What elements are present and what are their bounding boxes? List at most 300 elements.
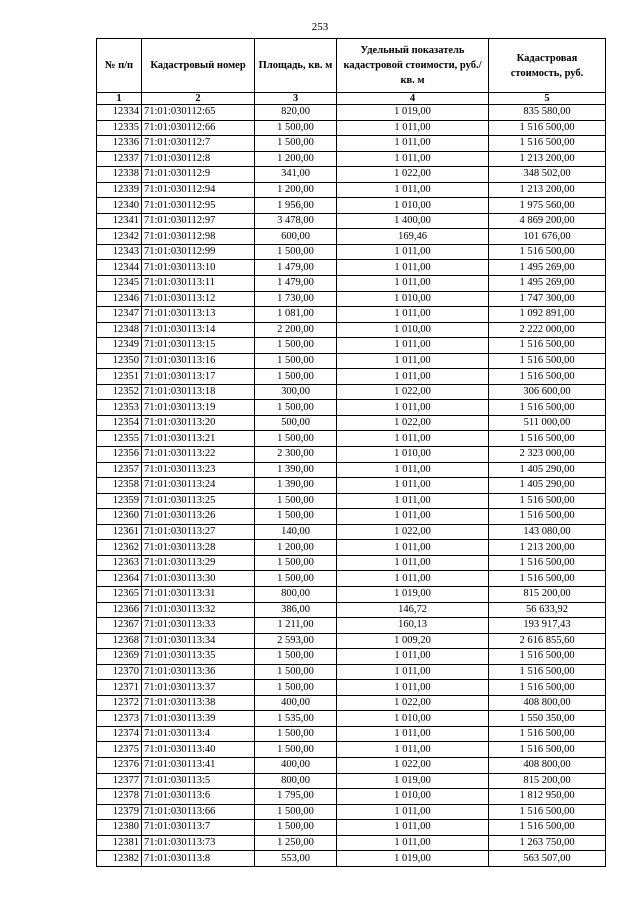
cell-specific-value: 1 022,00 — [337, 384, 489, 400]
cell-area: 1 500,00 — [255, 431, 337, 447]
cell-cadastral-number: 71:01:030112:7 — [142, 136, 255, 152]
table-row — [97, 369, 606, 385]
table-row — [97, 229, 606, 245]
cell-cadastral-cost: 1 213 200,00 — [489, 151, 606, 167]
cell-row-number: 12381 — [97, 835, 142, 851]
cell-row-number: 12353 — [97, 400, 142, 416]
cell-specific-value: 1 011,00 — [337, 804, 489, 820]
cell-cadastral-cost: 1 516 500,00 — [489, 120, 606, 136]
cell-specific-value: 160,13 — [337, 618, 489, 634]
cell-specific-value: 1 022,00 — [337, 757, 489, 773]
table-row — [97, 509, 606, 525]
cell-area: 553,00 — [255, 851, 337, 867]
cell-cadastral-number: 71:01:030113:66 — [142, 804, 255, 820]
cell-area: 1 500,00 — [255, 664, 337, 680]
cell-row-number: 12375 — [97, 742, 142, 758]
cell-specific-value: 1 010,00 — [337, 789, 489, 805]
cell-cadastral-number: 71:01:030113:30 — [142, 571, 255, 587]
cell-row-number: 12374 — [97, 726, 142, 742]
cell-area: 1 500,00 — [255, 742, 337, 758]
cell-specific-value: 1 011,00 — [337, 478, 489, 494]
cell-area: 2 200,00 — [255, 322, 337, 338]
cell-cadastral-number: 71:01:030113:22 — [142, 447, 255, 463]
cell-specific-value: 1 011,00 — [337, 540, 489, 556]
cell-area: 1 500,00 — [255, 369, 337, 385]
cell-cadastral-cost: 1 516 500,00 — [489, 555, 606, 571]
table-row — [97, 338, 606, 354]
cell-area: 400,00 — [255, 757, 337, 773]
cell-row-number: 12356 — [97, 447, 142, 463]
cell-cadastral-cost: 1 495 269,00 — [489, 276, 606, 292]
cell-area: 1 500,00 — [255, 820, 337, 836]
cell-cadastral-cost: 1 516 500,00 — [489, 509, 606, 525]
table-row — [97, 571, 606, 587]
cell-specific-value: 1 011,00 — [337, 742, 489, 758]
cell-row-number: 12344 — [97, 260, 142, 276]
cell-specific-value: 1 011,00 — [337, 431, 489, 447]
cell-specific-value: 1 011,00 — [337, 182, 489, 198]
cell-specific-value: 1 011,00 — [337, 835, 489, 851]
cell-cadastral-number: 71:01:030113:6 — [142, 789, 255, 805]
table-row — [97, 680, 606, 696]
cell-cadastral-cost: 1 516 500,00 — [489, 820, 606, 836]
table-row — [97, 120, 606, 136]
cell-cadastral-cost: 101 676,00 — [489, 229, 606, 245]
cell-cadastral-cost: 1 263 750,00 — [489, 835, 606, 851]
cell-row-number: 12340 — [97, 198, 142, 214]
cell-row-number: 12357 — [97, 462, 142, 478]
table-row — [97, 151, 606, 167]
cell-specific-value: 1 011,00 — [337, 649, 489, 665]
table-row — [97, 618, 606, 634]
cell-cadastral-cost: 4 869 200,00 — [489, 213, 606, 229]
cell-cadastral-cost: 1 516 500,00 — [489, 649, 606, 665]
cell-area: 1 500,00 — [255, 136, 337, 152]
cell-area: 820,00 — [255, 105, 337, 121]
cell-row-number: 12334 — [97, 105, 142, 121]
cell-row-number: 12379 — [97, 804, 142, 820]
table-body — [97, 105, 606, 867]
cell-row-number: 12359 — [97, 493, 142, 509]
cell-row-number: 12339 — [97, 182, 142, 198]
column-number: 1 — [97, 93, 142, 105]
cell-area: 1 200,00 — [255, 151, 337, 167]
cell-specific-value: 1 011,00 — [337, 493, 489, 509]
cell-cadastral-cost: 1 516 500,00 — [489, 493, 606, 509]
cell-row-number: 12370 — [97, 664, 142, 680]
cell-area: 800,00 — [255, 586, 337, 602]
cell-cadastral-cost: 1 495 269,00 — [489, 260, 606, 276]
cell-cadastral-number: 71:01:030112:8 — [142, 151, 255, 167]
table-row — [97, 447, 606, 463]
table-row — [97, 555, 606, 571]
header-cadastral-cost: Кадастровая стоимость, руб. — [489, 39, 606, 93]
cell-row-number: 12350 — [97, 353, 142, 369]
cell-area: 1 500,00 — [255, 726, 337, 742]
cell-specific-value: 1 011,00 — [337, 555, 489, 571]
cell-cadastral-number: 71:01:030113:8 — [142, 851, 255, 867]
cell-row-number: 12352 — [97, 384, 142, 400]
cell-row-number: 12377 — [97, 773, 142, 789]
cell-row-number: 12367 — [97, 618, 142, 634]
table-row — [97, 415, 606, 431]
cell-specific-value: 1 011,00 — [337, 400, 489, 416]
cell-specific-value: 1 011,00 — [337, 120, 489, 136]
cell-specific-value: 1 011,00 — [337, 353, 489, 369]
table-row — [97, 307, 606, 323]
cell-cadastral-number: 71:01:030113:7 — [142, 820, 255, 836]
cell-cadastral-number: 71:01:030113:19 — [142, 400, 255, 416]
cell-specific-value: 1 019,00 — [337, 105, 489, 121]
table-row — [97, 478, 606, 494]
cell-cadastral-cost: 815 200,00 — [489, 586, 606, 602]
table-row — [97, 602, 606, 618]
cell-area: 1 795,00 — [255, 789, 337, 805]
cell-row-number: 12363 — [97, 555, 142, 571]
cell-cadastral-number: 71:01:030112:99 — [142, 244, 255, 260]
cell-specific-value: 1 011,00 — [337, 276, 489, 292]
cell-area: 3 478,00 — [255, 213, 337, 229]
cell-area: 1 500,00 — [255, 244, 337, 260]
table-row — [97, 276, 606, 292]
cell-area: 1 390,00 — [255, 462, 337, 478]
cell-specific-value: 1 010,00 — [337, 291, 489, 307]
cell-area: 1 500,00 — [255, 493, 337, 509]
cell-row-number: 12364 — [97, 571, 142, 587]
cell-area: 1 956,00 — [255, 198, 337, 214]
cell-cadastral-cost: 1 516 500,00 — [489, 804, 606, 820]
table-row — [97, 244, 606, 260]
cell-area: 1 479,00 — [255, 260, 337, 276]
cell-cadastral-number: 71:01:030113:31 — [142, 586, 255, 602]
cell-specific-value: 169,46 — [337, 229, 489, 245]
cell-cadastral-cost: 1 405 290,00 — [489, 462, 606, 478]
cell-row-number: 12337 — [97, 151, 142, 167]
table-row — [97, 586, 606, 602]
cell-row-number: 12368 — [97, 633, 142, 649]
cell-row-number: 12354 — [97, 415, 142, 431]
cell-specific-value: 1 011,00 — [337, 571, 489, 587]
cell-area: 1 250,00 — [255, 835, 337, 851]
cell-row-number: 12335 — [97, 120, 142, 136]
cell-specific-value: 1 400,00 — [337, 213, 489, 229]
table-row — [97, 804, 606, 820]
page-number: 253 — [311, 21, 329, 33]
table-row — [97, 384, 606, 400]
header-area: Площадь, кв. м — [255, 39, 337, 93]
cell-cadastral-number: 71:01:030113:25 — [142, 493, 255, 509]
cell-cadastral-cost: 1 516 500,00 — [489, 431, 606, 447]
cell-specific-value: 1 010,00 — [337, 198, 489, 214]
cell-area: 1 730,00 — [255, 291, 337, 307]
cell-area: 1 200,00 — [255, 540, 337, 556]
cell-specific-value: 1 011,00 — [337, 307, 489, 323]
cell-cadastral-cost: 1 516 500,00 — [489, 369, 606, 385]
cell-cadastral-number: 71:01:030113:73 — [142, 835, 255, 851]
cell-cadastral-cost: 408 800,00 — [489, 757, 606, 773]
cell-cadastral-number: 71:01:030113:20 — [142, 415, 255, 431]
cell-area: 1 500,00 — [255, 571, 337, 587]
table-row — [97, 493, 606, 509]
cell-row-number: 12365 — [97, 586, 142, 602]
cell-cadastral-cost: 1 516 500,00 — [489, 338, 606, 354]
column-number: 2 — [142, 93, 255, 105]
cell-cadastral-cost: 563 507,00 — [489, 851, 606, 867]
table-row — [97, 182, 606, 198]
cell-area: 1 200,00 — [255, 182, 337, 198]
cell-row-number: 12362 — [97, 540, 142, 556]
table-row — [97, 462, 606, 478]
table-row — [97, 664, 606, 680]
cell-area: 1 500,00 — [255, 353, 337, 369]
cell-cadastral-number: 71:01:030112:98 — [142, 229, 255, 245]
cell-cadastral-number: 71:01:030113:37 — [142, 680, 255, 696]
cell-cadastral-cost: 193 917,43 — [489, 618, 606, 634]
cell-row-number: 12338 — [97, 167, 142, 183]
cell-specific-value: 1 022,00 — [337, 415, 489, 431]
cell-row-number: 12347 — [97, 307, 142, 323]
cell-area: 1 500,00 — [255, 120, 337, 136]
cell-cadastral-number: 71:01:030113:39 — [142, 711, 255, 727]
cell-area: 1 500,00 — [255, 804, 337, 820]
cell-cadastral-number: 71:01:030113:32 — [142, 602, 255, 618]
cell-area: 1 479,00 — [255, 276, 337, 292]
cell-area: 1 500,00 — [255, 649, 337, 665]
cell-cadastral-cost: 1 516 500,00 — [489, 664, 606, 680]
cell-row-number: 12366 — [97, 602, 142, 618]
table-row — [97, 789, 606, 805]
cell-cadastral-cost: 1 092 891,00 — [489, 307, 606, 323]
cell-cadastral-cost: 1 516 500,00 — [489, 726, 606, 742]
cell-cadastral-number: 71:01:030113:11 — [142, 276, 255, 292]
cell-cadastral-cost: 306 600,00 — [489, 384, 606, 400]
cell-specific-value: 1 010,00 — [337, 322, 489, 338]
cell-specific-value: 1 011,00 — [337, 462, 489, 478]
cell-area: 1 081,00 — [255, 307, 337, 323]
cell-cadastral-cost: 1 213 200,00 — [489, 182, 606, 198]
cell-row-number: 12358 — [97, 478, 142, 494]
cell-cadastral-cost: 408 800,00 — [489, 695, 606, 711]
cell-row-number: 12382 — [97, 851, 142, 867]
cell-specific-value: 1 022,00 — [337, 524, 489, 540]
cell-cadastral-number: 71:01:030113:16 — [142, 353, 255, 369]
cell-cadastral-number: 71:01:030113:18 — [142, 384, 255, 400]
cell-row-number: 12351 — [97, 369, 142, 385]
cell-specific-value: 1 011,00 — [337, 369, 489, 385]
cell-row-number: 12346 — [97, 291, 142, 307]
cell-area: 341,00 — [255, 167, 337, 183]
cell-area: 500,00 — [255, 415, 337, 431]
cell-row-number: 12373 — [97, 711, 142, 727]
cell-row-number: 12371 — [97, 680, 142, 696]
cell-area: 2 300,00 — [255, 447, 337, 463]
cell-cadastral-number: 71:01:030112:65 — [142, 105, 255, 121]
cell-cadastral-cost: 2 222 000,00 — [489, 322, 606, 338]
cell-cadastral-cost: 1 812 950,00 — [489, 789, 606, 805]
cell-row-number: 12360 — [97, 509, 142, 525]
cell-cadastral-cost: 348 502,00 — [489, 167, 606, 183]
table-row — [97, 431, 606, 447]
cell-row-number: 12380 — [97, 820, 142, 836]
cell-specific-value: 1 022,00 — [337, 167, 489, 183]
cell-cadastral-number: 71:01:030113:12 — [142, 291, 255, 307]
table-row — [97, 353, 606, 369]
cell-cadastral-cost: 1 516 500,00 — [489, 244, 606, 260]
cell-cadastral-number: 71:01:030113:17 — [142, 369, 255, 385]
table-row — [97, 757, 606, 773]
table-row — [97, 400, 606, 416]
cell-row-number: 12336 — [97, 136, 142, 152]
cell-cadastral-number: 71:01:030113:21 — [142, 431, 255, 447]
cell-specific-value: 146,72 — [337, 602, 489, 618]
cell-area: 386,00 — [255, 602, 337, 618]
cell-area: 140,00 — [255, 524, 337, 540]
cell-row-number: 12343 — [97, 244, 142, 260]
header-specific-value: Удельный показатель кадастровой стоимости, руб./кв. м — [337, 39, 489, 93]
cell-cadastral-number: 71:01:030113:15 — [142, 338, 255, 354]
cell-specific-value: 1 011,00 — [337, 509, 489, 525]
cell-area: 1 500,00 — [255, 338, 337, 354]
cell-specific-value: 1 011,00 — [337, 136, 489, 152]
cell-row-number: 12361 — [97, 524, 142, 540]
table-row — [97, 695, 606, 711]
cell-cadastral-cost: 1 516 500,00 — [489, 400, 606, 416]
cell-cadastral-cost: 1 516 500,00 — [489, 353, 606, 369]
cell-specific-value: 1 011,00 — [337, 151, 489, 167]
cell-area: 1 500,00 — [255, 509, 337, 525]
cell-specific-value: 1 010,00 — [337, 711, 489, 727]
table-row — [97, 105, 606, 121]
cell-area: 600,00 — [255, 229, 337, 245]
cadastral-table — [96, 38, 606, 867]
cell-area: 400,00 — [255, 695, 337, 711]
cell-specific-value: 1 011,00 — [337, 726, 489, 742]
cell-row-number: 12341 — [97, 213, 142, 229]
cell-specific-value: 1 019,00 — [337, 773, 489, 789]
cell-cadastral-number: 71:01:030112:94 — [142, 182, 255, 198]
table-row — [97, 540, 606, 556]
cell-specific-value: 1 022,00 — [337, 695, 489, 711]
cell-cadastral-cost: 1 213 200,00 — [489, 540, 606, 556]
table-row — [97, 260, 606, 276]
cell-cadastral-cost: 2 616 855,60 — [489, 633, 606, 649]
table-row — [97, 649, 606, 665]
cell-cadastral-number: 71:01:030113:10 — [142, 260, 255, 276]
cell-cadastral-cost: 815 200,00 — [489, 773, 606, 789]
cell-cadastral-cost: 2 323 000,00 — [489, 447, 606, 463]
cell-cadastral-number: 71:01:030112:95 — [142, 198, 255, 214]
cell-cadastral-number: 71:01:030112:9 — [142, 167, 255, 183]
cell-cadastral-cost: 143 080,00 — [489, 524, 606, 540]
cell-cadastral-number: 71:01:030113:40 — [142, 742, 255, 758]
cell-row-number: 12378 — [97, 789, 142, 805]
cell-specific-value: 1 010,00 — [337, 447, 489, 463]
cell-cadastral-number: 71:01:030113:33 — [142, 618, 255, 634]
cell-cadastral-number: 71:01:030113:26 — [142, 509, 255, 525]
cell-area: 800,00 — [255, 773, 337, 789]
table-row — [97, 851, 606, 867]
cell-row-number: 12372 — [97, 695, 142, 711]
cell-cadastral-cost: 1 975 560,00 — [489, 198, 606, 214]
cell-row-number: 12342 — [97, 229, 142, 245]
cell-cadastral-cost: 1 516 500,00 — [489, 742, 606, 758]
cell-specific-value: 1 019,00 — [337, 851, 489, 867]
table-row — [97, 711, 606, 727]
cell-area: 1 211,00 — [255, 618, 337, 634]
cell-specific-value: 1 011,00 — [337, 664, 489, 680]
cell-cadastral-number: 71:01:030113:14 — [142, 322, 255, 338]
cell-specific-value: 1 019,00 — [337, 586, 489, 602]
cell-row-number: 12355 — [97, 431, 142, 447]
table-row — [97, 524, 606, 540]
cell-specific-value: 1 011,00 — [337, 244, 489, 260]
cell-cadastral-cost: 1 516 500,00 — [489, 680, 606, 696]
cell-cadastral-number: 71:01:030113:23 — [142, 462, 255, 478]
cell-cadastral-number: 71:01:030113:41 — [142, 757, 255, 773]
table-row — [97, 198, 606, 214]
cell-specific-value: 1 011,00 — [337, 680, 489, 696]
cell-cadastral-cost: 1 516 500,00 — [489, 136, 606, 152]
header-row-number: № п/п — [97, 39, 142, 93]
table-row — [97, 136, 606, 152]
column-number: 3 — [255, 93, 337, 105]
cell-cadastral-number: 71:01:030113:29 — [142, 555, 255, 571]
cell-area: 1 500,00 — [255, 680, 337, 696]
cell-cadastral-cost: 1 405 290,00 — [489, 478, 606, 494]
cell-specific-value: 1 011,00 — [337, 338, 489, 354]
table-row — [97, 167, 606, 183]
cell-cadastral-number: 71:01:030113:35 — [142, 649, 255, 665]
cell-cadastral-cost: 511 000,00 — [489, 415, 606, 431]
table-row — [97, 742, 606, 758]
cell-cadastral-number: 71:01:030113:34 — [142, 633, 255, 649]
table-row — [97, 726, 606, 742]
cell-cadastral-number: 71:01:030113:24 — [142, 478, 255, 494]
cell-area: 1 535,00 — [255, 711, 337, 727]
cell-cadastral-number: 71:01:030113:4 — [142, 726, 255, 742]
table-row — [97, 322, 606, 338]
cell-cadastral-number: 71:01:030112:97 — [142, 213, 255, 229]
column-number: 5 — [489, 93, 606, 105]
cell-row-number: 12345 — [97, 276, 142, 292]
column-number: 4 — [337, 93, 489, 105]
cell-cadastral-number: 71:01:030113:13 — [142, 307, 255, 323]
cell-cadastral-cost: 1 747 300,00 — [489, 291, 606, 307]
cell-cadastral-number: 71:01:030113:27 — [142, 524, 255, 540]
cell-specific-value: 1 011,00 — [337, 260, 489, 276]
cell-cadastral-cost: 835 580,00 — [489, 105, 606, 121]
cell-cadastral-cost: 56 633,92 — [489, 602, 606, 618]
table-row — [97, 213, 606, 229]
cell-cadastral-number: 71:01:030112:66 — [142, 120, 255, 136]
cell-specific-value: 1 009,20 — [337, 633, 489, 649]
cell-cadastral-number: 71:01:030113:28 — [142, 540, 255, 556]
cell-area: 1 500,00 — [255, 400, 337, 416]
cell-row-number: 12369 — [97, 649, 142, 665]
table-row — [97, 633, 606, 649]
cell-cadastral-number: 71:01:030113:5 — [142, 773, 255, 789]
cell-specific-value: 1 011,00 — [337, 820, 489, 836]
cell-area: 1 500,00 — [255, 555, 337, 571]
cell-area: 1 390,00 — [255, 478, 337, 494]
table-row — [97, 773, 606, 789]
table-row — [97, 291, 606, 307]
cell-area: 300,00 — [255, 384, 337, 400]
cell-cadastral-number: 71:01:030113:38 — [142, 695, 255, 711]
table-row — [97, 820, 606, 836]
header-cadastral-number: Кадастровый номер — [142, 39, 255, 93]
cell-area: 2 593,00 — [255, 633, 337, 649]
